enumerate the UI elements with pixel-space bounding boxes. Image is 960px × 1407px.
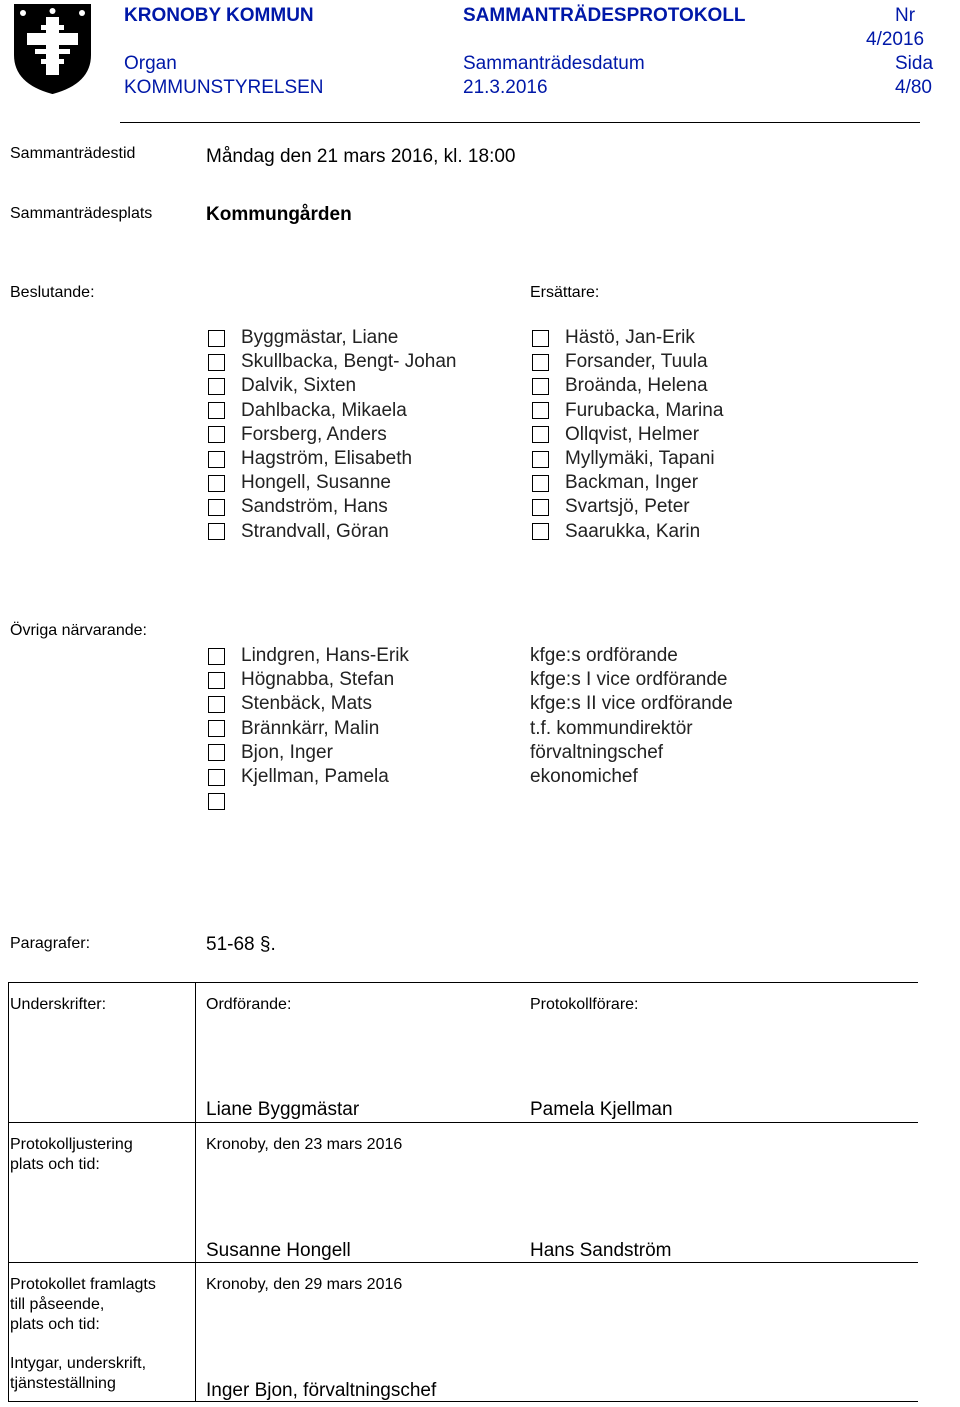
secretary-label: Protokollförare: — [530, 996, 639, 1013]
list-item — [532, 495, 723, 519]
attendance-checkbox[interactable] — [532, 451, 549, 468]
attendance-checkbox[interactable] — [208, 402, 225, 419]
member-name: Stenbäck, Mats — [241, 693, 372, 715]
organ-value: KOMMUNSTYRELSEN — [124, 77, 324, 98]
organ-label: Organ — [124, 53, 177, 74]
member-name: Strandvall, Göran — [241, 520, 389, 542]
attendance-checkbox[interactable] — [208, 426, 225, 443]
attendance-checkbox[interactable] — [208, 451, 225, 468]
attendance-checkbox[interactable] — [208, 499, 225, 516]
list-item — [532, 374, 723, 398]
list-item — [208, 717, 409, 741]
member-name: Brännkärr, Malin — [241, 717, 380, 739]
list-item — [532, 423, 723, 447]
attendance-checkbox[interactable] — [532, 499, 549, 516]
ovriga-roles-list — [530, 644, 733, 789]
member-name: Högnabba, Stefan — [241, 669, 395, 691]
attendance-checkbox[interactable] — [208, 672, 225, 689]
member-name: Saarukka, Karin — [565, 520, 701, 542]
meeting-time-label: Sammanträdestid — [10, 145, 136, 162]
list-item — [208, 374, 456, 398]
member-name: Ollqvist, Helmer — [565, 423, 700, 445]
list-item — [208, 447, 456, 471]
list-item — [208, 692, 409, 716]
list-item — [532, 520, 723, 544]
bottom-line — [8, 1401, 918, 1402]
list-item — [208, 471, 456, 495]
date-value: 21.3.2016 — [463, 77, 548, 98]
chair-label: Ordförande: — [206, 996, 292, 1013]
meeting-place-label: Sammanträdesplats — [10, 205, 153, 222]
member-name: Hongell, Susanne — [241, 472, 391, 494]
intygar-label-1: Intygar, underskrift, — [10, 1355, 147, 1372]
attendance-checkbox[interactable] — [208, 354, 225, 371]
list-item — [208, 423, 456, 447]
attendance-checkbox[interactable] — [532, 402, 549, 419]
attendance-checkbox[interactable] — [208, 378, 225, 395]
list-item — [208, 326, 456, 350]
list-item — [208, 741, 409, 765]
attendance-checkbox[interactable] — [208, 793, 225, 810]
attendance-checkbox[interactable] — [208, 696, 225, 713]
attendance-checkbox[interactable] — [208, 744, 225, 761]
member-name: Sandström, Hans — [241, 496, 388, 518]
framlagts-value: Kronoby, den 29 mars 2016 — [206, 1276, 403, 1293]
member-role: kfge:s I vice ordförande — [530, 669, 728, 691]
attendance-checkbox[interactable] — [208, 475, 225, 492]
member-name: Hästö, Jan-Erik — [565, 327, 695, 349]
list-item — [208, 789, 409, 813]
paragrafer-label: Paragrafer: — [10, 935, 91, 952]
list-item — [208, 520, 456, 544]
meeting-time-value: Måndag den 21 mars 2016, kl. 18:00 — [206, 146, 516, 167]
member-name: Svartsjö, Peter — [565, 496, 690, 518]
nr-label: Nr — [895, 5, 916, 26]
framlagts-label-3: plats och tid: — [10, 1316, 100, 1333]
section-divider — [8, 982, 918, 983]
attendance-checkbox[interactable] — [532, 378, 549, 395]
paragrafer-value: 51-68 §. — [206, 934, 276, 955]
attendance-checkbox[interactable] — [532, 426, 549, 443]
list-item — [532, 350, 723, 374]
member-name: Dalvik, Sixten — [241, 375, 357, 397]
secretary-name: Pamela Kjellman — [530, 1099, 673, 1120]
member-name: Skullbacka, Bengt- Johan — [241, 351, 457, 373]
ersattare-list — [532, 326, 723, 544]
member-name: Dahlbacka, Mikaela — [241, 399, 407, 421]
member-role: kfge:s II vice ordförande — [530, 693, 733, 715]
attendance-checkbox[interactable] — [208, 720, 225, 737]
municipality-name: KRONOBY KOMMUN — [124, 5, 314, 26]
beslutande-list — [208, 326, 456, 544]
document-type: SAMMANTRÄDESPROTOKOLL — [463, 5, 746, 26]
member-name: Lindgren, Hans-Erik — [241, 645, 409, 667]
member-name: Forsander, Tuula — [565, 351, 708, 373]
member-role: förvaltningschef — [530, 741, 664, 763]
list-item — [532, 471, 723, 495]
list-item — [532, 447, 723, 471]
list-item — [208, 765, 409, 789]
justering-value: Kronoby, den 23 mars 2016 — [206, 1136, 403, 1153]
member-name: Furubacka, Marina — [565, 399, 724, 421]
attendance-checkbox[interactable] — [532, 475, 549, 492]
list-item — [208, 350, 456, 374]
attendance-checkbox[interactable] — [208, 769, 225, 786]
member-name: Kjellman, Pamela — [241, 766, 389, 788]
municipality-crest-logo — [13, 3, 92, 95]
intygar-value: Inger Bjon, förvaltningschef — [206, 1380, 437, 1401]
member-name: Backman, Inger — [565, 472, 699, 494]
member-name: Forsberg, Anders — [241, 423, 387, 445]
chair-name: Liane Byggmästar — [206, 1099, 360, 1120]
attendance-checkbox[interactable] — [532, 330, 549, 347]
member-role: ekonomichef — [530, 765, 638, 787]
justering-signer-1: Susanne Hongell — [206, 1240, 351, 1261]
justering-signer-2: Hans Sandström — [530, 1240, 672, 1261]
framlagts-label-2: till påseende, — [10, 1296, 105, 1313]
attendance-checkbox[interactable] — [208, 523, 225, 540]
ersattare-label: Ersättare: — [530, 284, 600, 301]
member-role: kfge:s ordförande — [530, 645, 678, 666]
page-label: Sida — [895, 53, 934, 74]
page-value: 4/80 — [895, 77, 932, 98]
justering-label-2: plats och tid: — [10, 1156, 100, 1173]
member-role: t.f. kommundirektör — [530, 717, 693, 739]
signature-line — [8, 1122, 918, 1123]
beslutande-label: Beslutande: — [10, 284, 95, 301]
nr-value: 4/2016 — [866, 29, 925, 50]
attendance-checkbox[interactable] — [532, 354, 549, 371]
member-name: Hagström, Elisabeth — [241, 448, 413, 470]
header-divider — [120, 122, 920, 123]
list-item — [532, 326, 723, 350]
underskrifter-label: Underskrifter: — [10, 996, 107, 1013]
signature-line — [8, 1262, 918, 1263]
list-item — [208, 399, 456, 423]
date-label: Sammanträdesdatum — [463, 53, 645, 74]
intygar-label-2: tjänsteställning — [10, 1375, 116, 1392]
left-border — [8, 982, 9, 1401]
member-name: Byggmästar, Liane — [241, 327, 399, 349]
list-item — [208, 668, 409, 692]
attendance-checkbox[interactable] — [208, 648, 225, 665]
member-name: Bjon, Inger — [241, 741, 333, 763]
meeting-place-value: Kommungården — [206, 204, 352, 225]
attendance-checkbox[interactable] — [208, 330, 225, 347]
ovriga-label: Övriga närvarande: — [10, 622, 147, 639]
member-name: Broända, Helena — [565, 375, 708, 397]
list-item — [208, 644, 409, 668]
attendance-checkbox[interactable] — [532, 523, 549, 540]
ovriga-list — [208, 644, 409, 813]
list-item — [532, 399, 723, 423]
list-item — [208, 495, 456, 519]
column-divider — [195, 982, 196, 1401]
member-name: Myllymäki, Tapani — [565, 448, 715, 470]
framlagts-label-1: Protokollet framlagts — [10, 1276, 156, 1293]
justering-label-1: Protokolljustering — [10, 1136, 133, 1153]
